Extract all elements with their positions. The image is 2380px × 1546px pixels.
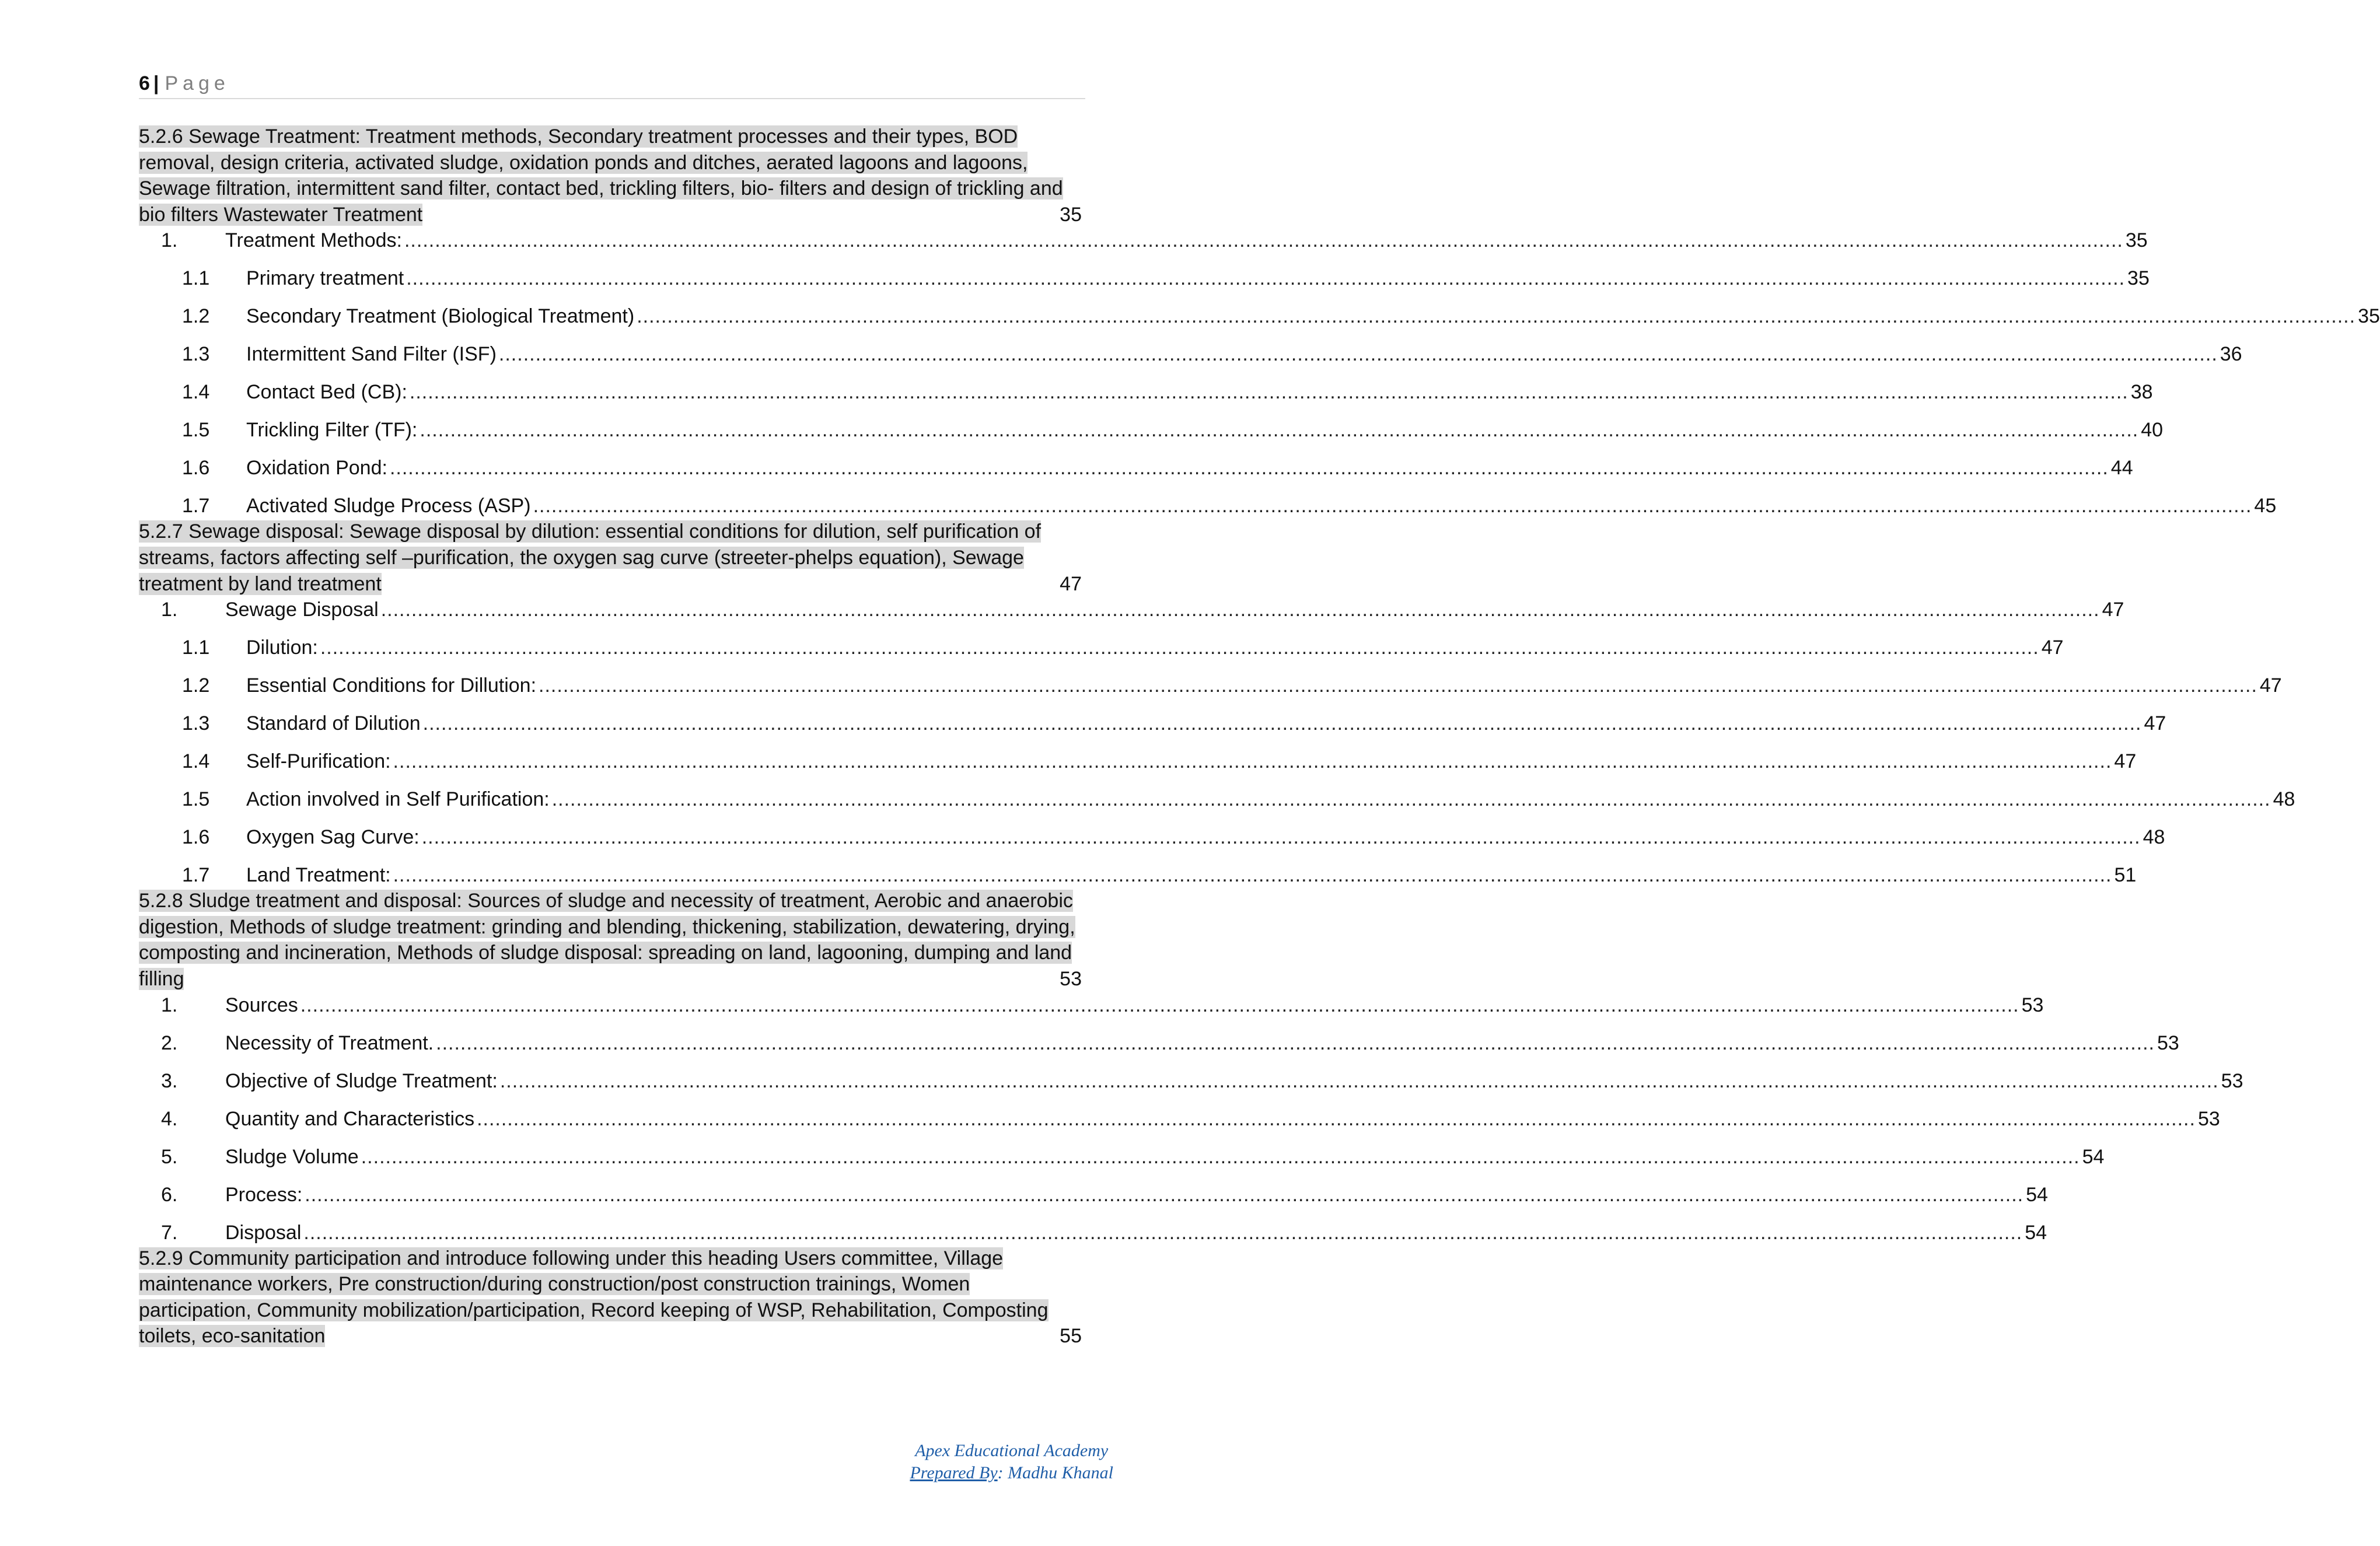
toc-entry-row	[139, 1030, 2179, 1056]
toc-entry-page: 47	[2102, 599, 2124, 621]
toc-entry-row	[139, 597, 2124, 622]
toc-entry-number: 1.	[161, 229, 178, 252]
toc-leader-dots: ..........................................................................................................................................................................................................................................................................................	[393, 864, 2112, 887]
toc-entry[interactable]	[139, 812, 2165, 850]
toc-entry-row	[139, 1220, 2047, 1246]
toc-entry-page: 47	[2259, 674, 2282, 697]
toc-leader-dots: ..........................................................................................................................................................................................................................................................................................	[305, 1183, 2024, 1206]
toc-leader-dots: ..........................................................................................................................................................................................................................................................................................	[393, 750, 2112, 773]
toc-entry-number: 1.4	[182, 381, 210, 404]
toc-section-page: 55	[1057, 1323, 1082, 1349]
toc-entry-page: 53	[2221, 1069, 2243, 1092]
toc-entry-label: Process:	[225, 1183, 303, 1206]
toc-entry-page: 51	[2114, 864, 2137, 887]
toc-entry[interactable]	[139, 291, 2380, 329]
toc-leader-dots: ..........................................................................................................................................................................................................................................................................................	[361, 1145, 2080, 1168]
toc-entry-label: Quantity and Characteristics	[225, 1107, 475, 1130]
toc-section-heading[interactable]	[139, 1246, 1082, 1349]
toc-entry[interactable]	[139, 405, 2164, 443]
toc-entry-row	[139, 711, 2166, 736]
toc-section-text: 5.2.6 Sewage Treatment: Treatment methods, Secondary treatment processes and their types, BOD removal, design criteria, activated sludge, oxidation ponds and ditches, aerated lagoons and lagoons, Sewage filtration, intermittent sand filter, contact bed, trickling filters, bio- filters and design of trickling and bio filters Wastewater Treatment	[139, 125, 1063, 226]
toc-entry-label: Dilution:	[246, 636, 318, 659]
toc-entry[interactable]	[139, 1208, 2047, 1246]
toc-leader-dots: ..........................................................................................................................................................................................................................................................................................	[420, 419, 2139, 442]
toc-entry-number: 3.	[161, 1069, 178, 1092]
toc-entry-row	[139, 265, 2150, 291]
toc-entry-page: 44	[2110, 457, 2133, 480]
toc-leader-dots: ..........................................................................................................................................................................................................................................................................................	[637, 305, 2356, 328]
toc-entry-page: 53	[2197, 1107, 2220, 1130]
toc-entry-row	[139, 455, 2133, 481]
toc-entry-page: 48	[2143, 826, 2165, 849]
toc-entry-label: Treatment Methods:	[225, 229, 402, 252]
toc-entry-label: Intermittent Sand Filter (ISF)	[246, 343, 497, 366]
toc-entry-page: 45	[2254, 495, 2277, 517]
toc-leader-dots: ..........................................................................................................................................................................................................................................................................................	[389, 457, 2109, 480]
toc-section-heading[interactable]	[139, 519, 1082, 597]
toc-entry-label: Activated Sludge Process (ASP)	[246, 495, 531, 517]
toc-entry-label: Action involved in Self Purification:	[246, 788, 550, 811]
toc-entry-label: Sources	[225, 994, 298, 1016]
toc-section-text: 5.2.8 Sludge treatment and disposal: Sources of sludge and necessity of treatment, Aerobic and anaerobic digestion, Methods of sludge treatment: grinding and blending, thickening, stabilization, dewatering, drying, composting and incineration, Methods of sludge disposal: spreading on land, lagooning, dumping and land filling	[139, 890, 1075, 990]
toc-entry-row	[139, 1106, 2220, 1132]
toc-entry-row	[139, 992, 2044, 1018]
toc-entry-label: Land Treatment:	[246, 864, 391, 887]
toc-entry-label: Sludge Volume	[225, 1145, 359, 1168]
toc-leader-dots: ..........................................................................................................................................................................................................................................................................................	[499, 1069, 2219, 1092]
toc-entry-number: 1.5	[182, 419, 210, 442]
toc-entry-number: 1.1	[182, 267, 210, 290]
toc-entry-row	[139, 786, 2295, 812]
toc-section-heading[interactable]	[139, 888, 1082, 992]
toc-entry[interactable]	[139, 774, 2295, 812]
toc-entry[interactable]	[139, 1056, 2243, 1094]
toc-entry-number: 1.7	[182, 864, 210, 887]
toc-leader-dots: ..........................................................................................................................................................................................................................................................................................	[380, 599, 2100, 621]
toc-entry-page: 47	[2144, 712, 2166, 735]
toc-entry-number: 1.3	[182, 343, 210, 366]
toc-entry-label: Disposal	[225, 1221, 302, 1244]
footer-academy: Apex Educational Academy	[915, 1441, 1109, 1460]
toc-entry-row	[139, 303, 2380, 329]
toc-entry-page: 48	[2273, 788, 2295, 811]
toc-entry[interactable]	[139, 1132, 2105, 1170]
toc-leader-dots: ..........................................................................................................................................................................................................................................................................................	[320, 636, 2039, 659]
toc-section-page: 47	[1057, 571, 1082, 597]
toc-entry-number: 1.2	[182, 305, 210, 328]
toc-entry-page: 35	[2127, 267, 2150, 290]
toc-entry-number: 1.5	[182, 788, 210, 811]
toc-entry-number: 2.	[161, 1031, 178, 1054]
toc-entry[interactable]	[139, 1170, 2048, 1208]
toc-entry[interactable]	[139, 481, 2277, 519]
toc-entry-label: Secondary Treatment (Biological Treatment)	[246, 305, 635, 328]
toc-leader-dots: ..........................................................................................................................................................................................................................................................................................	[498, 343, 2218, 366]
prepared-by-label: Prepared By	[910, 1463, 998, 1482]
toc-entry[interactable]	[139, 228, 2148, 253]
toc-entry[interactable]	[139, 622, 2064, 660]
toc-entry-number: 6.	[161, 1183, 178, 1206]
toc-entry-row	[139, 748, 2137, 774]
page-separator: |	[153, 72, 159, 95]
toc-entry[interactable]	[139, 253, 2150, 291]
toc-entry-number: 1.2	[182, 674, 210, 697]
toc-entry-label: Essential Conditions for Dillution:	[246, 674, 537, 697]
toc-section-text: 5.2.9 Community participation and introduce following under this heading Users committee, Village maintenance workers, Pre construction/during construction/post construction trainings, Women participation, Community mobilization/participation, Record keeping of WSP, Rehabilitation, Composting toilets, eco-sanitation	[139, 1247, 1049, 1348]
toc-entry[interactable]	[139, 736, 2137, 774]
toc-leader-dots: ..........................................................................................................................................................................................................................................................................................	[551, 788, 2271, 811]
toc-section-page: 35	[1057, 202, 1082, 228]
toc-entry-label: Primary treatment	[246, 267, 404, 290]
toc-entry-row	[139, 673, 2282, 698]
toc-leader-dots: ..........................................................................................................................................................................................................................................................................................	[539, 674, 2257, 697]
toc-entry-number: 1.1	[182, 636, 210, 659]
toc-entry-page: 36	[2220, 343, 2242, 366]
toc-entry-page: 38	[2130, 381, 2153, 404]
toc-entry-number: 1.7	[182, 495, 210, 517]
toc-entry-label: Oxidation Pond:	[246, 457, 387, 480]
toc-entry-page: 35	[2125, 229, 2148, 252]
toc-section-page: 53	[1057, 966, 1082, 992]
toc-section-heading[interactable]	[139, 124, 1082, 228]
page-word: Page	[165, 72, 230, 95]
toc-entry[interactable]	[139, 1018, 2179, 1056]
toc-entry[interactable]	[139, 660, 2282, 698]
toc-entry[interactable]	[139, 992, 2044, 1018]
toc-leader-dots: ..........................................................................................................................................................................................................................................................................................	[303, 1221, 2023, 1244]
toc-entry[interactable]	[139, 698, 2166, 736]
toc-section-text: 5.2.7 Sewage disposal: Sewage disposal by dilution: essential conditions for dilution, self purification of streams, factors affecting self –purification, the oxygen sag curve (streeter-phelps equation), Sewage treatment by land treatment	[139, 520, 1042, 595]
toc-entry-page: 47	[2041, 636, 2064, 659]
toc-entry-row	[139, 1144, 2105, 1170]
footer	[910, 1440, 1113, 1484]
toc-entry-label: Self-Purification:	[246, 750, 391, 773]
toc-leader-dots: ..........................................................................................................................................................................................................................................................................................	[421, 826, 2141, 849]
toc-entry-label: Objective of Sludge Treatment:	[225, 1069, 498, 1092]
toc-entry-number: 1.6	[182, 826, 210, 849]
toc-entry-number: 1.	[161, 994, 178, 1016]
toc-entry[interactable]	[139, 329, 2242, 367]
toc-entry-page: 40	[2141, 419, 2164, 442]
footer-prepared-by	[910, 1462, 1113, 1484]
toc-entry-row	[139, 341, 2242, 367]
toc-entry-row	[139, 417, 2164, 443]
toc-leader-dots: ..........................................................................................................................................................................................................................................................................................	[300, 994, 2019, 1016]
toc-leader-dots: ..........................................................................................................................................................................................................................................................................................	[404, 229, 2123, 252]
toc-entry-label: Standard of Dilution	[246, 712, 421, 735]
toc-entry-row	[139, 862, 2137, 888]
toc-entry-label: Trickling Filter (TF):	[246, 419, 418, 442]
toc-leader-dots: ..........................................................................................................................................................................................................................................................................................	[436, 1031, 2155, 1054]
toc-entry-number: 1.4	[182, 750, 210, 773]
toc-entry-label: Sewage Disposal	[225, 599, 379, 621]
toc-entry-number: 1.6	[182, 457, 210, 480]
toc-entry[interactable]	[139, 367, 2153, 405]
toc-entry-number: 5.	[161, 1145, 178, 1168]
toc-entry-label: Necessity of Treatment.	[225, 1031, 434, 1054]
toc-entry-row	[139, 635, 2064, 660]
toc-entry[interactable]	[139, 1094, 2220, 1132]
toc-entry-page: 35	[2358, 305, 2380, 328]
page-header	[139, 69, 1085, 99]
prepared-by-name: : Madhu Khanal	[997, 1463, 1113, 1482]
table-of-contents	[139, 124, 2380, 1349]
toc-leader-dots: ..........................................................................................................................................................................................................................................................................................	[406, 267, 2126, 290]
toc-entry-label: Oxygen Sag Curve:	[246, 826, 420, 849]
toc-leader-dots: ..........................................................................................................................................................................................................................................................................................	[477, 1107, 2196, 1130]
toc-entry-row	[139, 228, 2148, 253]
toc-entry-number: 1.	[161, 599, 178, 621]
toc-entry-number: 1.3	[182, 712, 210, 735]
toc-entry-label: Contact Bed (CB):	[246, 381, 407, 404]
toc-leader-dots: ..........................................................................................................................................................................................................................................................................................	[422, 712, 2142, 735]
toc-entry-number: 4.	[161, 1107, 178, 1130]
toc-entry-number: 7.	[161, 1221, 178, 1244]
toc-entry-page: 54	[2026, 1183, 2048, 1206]
toc-entry-row	[139, 1182, 2048, 1208]
toc-entry-row	[139, 1068, 2243, 1094]
toc-entry-row	[139, 493, 2277, 519]
toc-entry-page: 54	[2025, 1221, 2047, 1244]
toc-entry-page: 53	[2021, 994, 2044, 1016]
toc-leader-dots: ..........................................................................................................................................................................................................................................................................................	[409, 381, 2129, 404]
toc-entry[interactable]	[139, 597, 2124, 622]
toc-entry-row	[139, 824, 2165, 850]
page-number: 6	[139, 72, 150, 95]
toc-entry-page: 47	[2114, 750, 2137, 773]
toc-entry[interactable]	[139, 443, 2133, 481]
toc-entry-page: 53	[2157, 1031, 2179, 1054]
toc-entry[interactable]	[139, 850, 2137, 888]
toc-entry-row	[139, 379, 2153, 405]
toc-leader-dots: ..........................................................................................................................................................................................................................................................................................	[533, 495, 2252, 517]
toc-entry-page: 54	[2082, 1145, 2105, 1168]
